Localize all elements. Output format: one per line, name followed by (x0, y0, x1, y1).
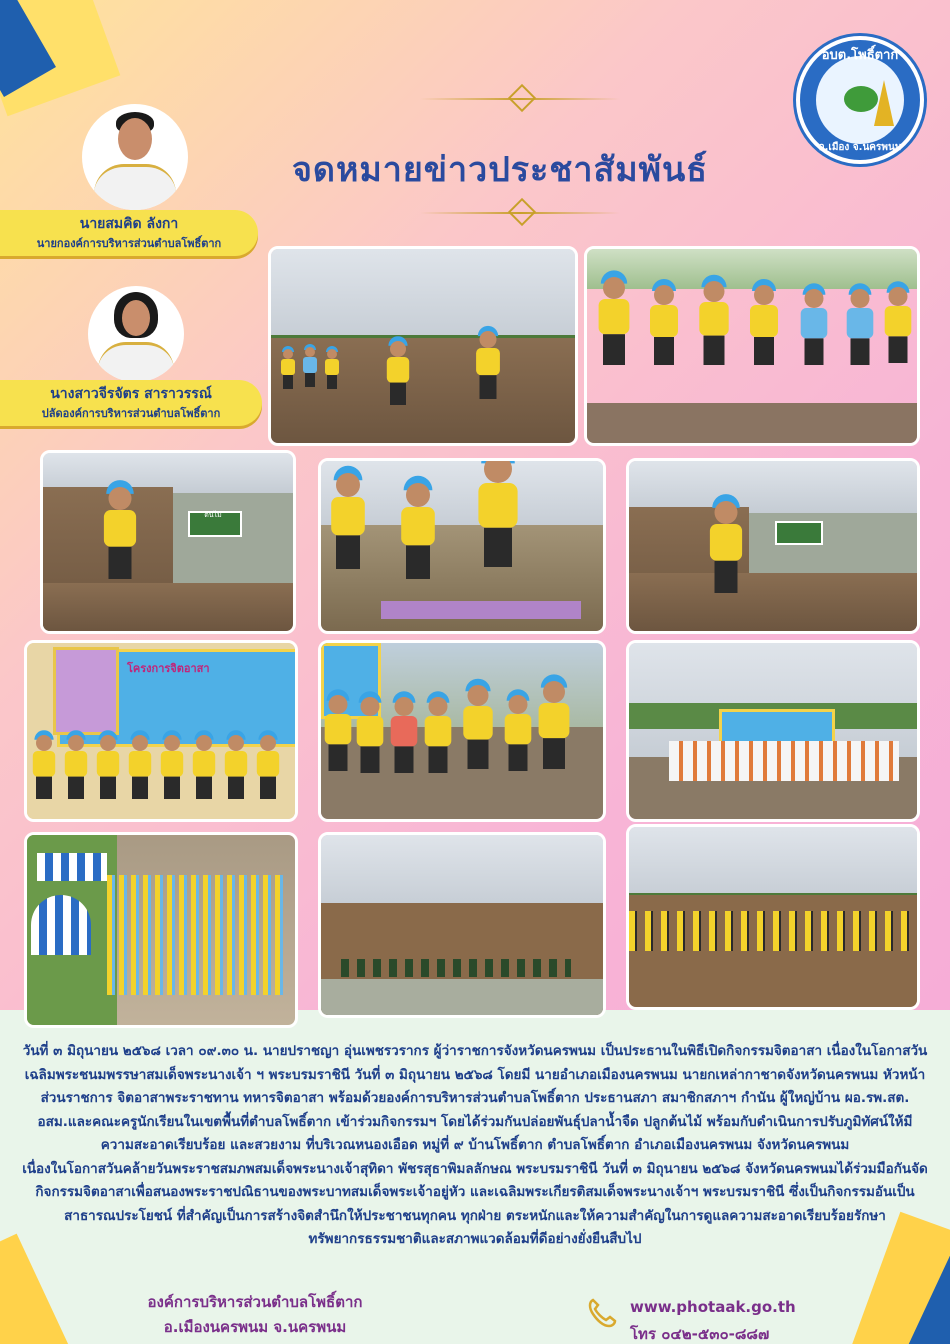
photo-volunteers-lineup (584, 246, 920, 446)
phone-icon (585, 1296, 619, 1330)
nametag-mayor (0, 210, 258, 256)
article-body (22, 1040, 928, 1252)
photo-aerial-crowd (24, 832, 298, 1028)
official-name: นายสมคิด ลังกา (79, 216, 179, 232)
footer-contact (630, 1294, 830, 1344)
crowd-group (669, 741, 899, 781)
sign-board (775, 521, 823, 545)
banner-text: โครงการจิตอาสา (127, 662, 210, 675)
photo-pond-releasing (318, 832, 606, 1018)
organization-logo (796, 36, 924, 164)
logo-bottom-text: อ.เมือง จ.นครพนม (818, 142, 902, 153)
temple-icon (874, 80, 894, 126)
footer-org-address: อ.เมืองนครพนม จ.นครพนม (163, 1318, 347, 1336)
ornament-divider (420, 206, 620, 220)
page-title: จดหมายข่าวประชาสัมพันธ์ (291, 150, 709, 190)
official-name: นางสาวจีรจัตร สาราวรรณ์ (50, 386, 212, 402)
ornament-divider (420, 92, 620, 106)
avatar-mayor (82, 104, 188, 210)
photo-ceremony-handover (268, 246, 578, 446)
logo-emblem (816, 56, 904, 144)
royal-portrait (53, 647, 119, 735)
logo-top-text: อบต.โพธิ์ตาก (821, 48, 899, 63)
sign-text: ต้นไม้ (204, 511, 222, 519)
phone-number: โทร ๐๔๒-๕๓๐-๘๘๗ (630, 1325, 770, 1343)
avatar-chief-administrator (88, 286, 184, 382)
article-paragraph: วันที่ ๓ มิถุนายน ๒๕๖๘ เวลา ๐๙.๓๐ น. นายปราชญา อุ่นเพชรวรากร ผู้ว่าราชการจังหวัดนครพนม เป็นประธานในพิธีเปิดกิจกรรมจิตอาสา เนื่องในโอกาสวันเฉลิมพระชนมพรรษาสมเด็จพระนางเจ้า ฯ พระบรมราชินี วันที่ ๓ มิถุนายน ๒๕๖๘ โดยมี นายอำเภอเมืองนครพนม นายกเหล่ากาชาดจังหวัดนครพนม หัวหน้าส่วนราชการ จิตอาสาพระราชทาน ทหารจิตอาสา พร้อมด้วยองค์การบริหารส่วนตำบลโพธิ์ตาก ประธานสภา สมาชิกสภาฯ กำนัน ผู้ใหญ่บ้าน ผอ.รพ.สต. อสม.และคณะครูนักเรียนในเขตพื้นที่ตำบลโพธิ์ตาก เข้าร่วมกิจกรรมฯ โดยได้ร่วมกันปล่อยพันธุ์ปลาน้ำจืด ปลูกต้นไม้ พร้อมกับดำเนินการปรับภูมิทัศน์ให้มีความสะอาดเรียบร้อย และสวยงาม ที่บริเวณหนองเอือด หมู่ที่ ๙ บ้านโพธิ์ตาก ตำบลโพธิ์ตาก อำเภอเมืองนครพนม จังหวัดนครพนม (22, 1043, 928, 1153)
crowd-group (107, 875, 287, 995)
photo-releasing-fish (318, 458, 606, 634)
official-position: ปลัดองค์การบริหารส่วนตำบลโพธิ์ตาก (41, 407, 221, 420)
nametag-chief-administrator (0, 380, 262, 426)
official-position: นายกองค์การบริหารส่วนตำบลโพธิ์ตาก (36, 237, 222, 250)
tree-icon (844, 86, 878, 112)
website-link[interactable]: www.photaak.go.th (630, 1298, 796, 1316)
footer-org-name: องค์การบริหารส่วนตำบลโพธิ์ตาก (147, 1293, 363, 1311)
photo-fish-bags-group (318, 640, 606, 822)
photo-pond-bank-crowd (626, 824, 920, 1010)
photo-group-banner-field (626, 640, 920, 822)
article-paragraph: เนื่องในโอกาสวันคล้ายวันพระราชสมภพสมเด็จพระนางเจ้าสุทิดา พัชรสุธาพิมลลักษณ พระบรมราชินี วันที่ ๓ มิถุนายน ๒๕๖๘ จังหวัดนครพนมได้ร่วมมือกันจัดกิจกรรมจิตอาสาเพื่อสนองพระราชปณิธานของพระบาทสมเด็จพระเจ้าอยู่หัว และเฉลิมพระเกียรติสมเด็จพระนางเจ้าฯ พระบรมราชินี ซึ่งเป็นกิจกรรมอันเป็นสาธารณประโยชน์ ที่สำคัญเป็นการสร้างจิตสำนึกให้ประชาชนทุกคน ทุกฝ่าย ตระหนักและให้ความสำคัญในการดูแลความสะอาดเรียบร้อยรักษาทรัพยากรธรรมชาติและสภาพแวดล้อมที่ดีอย่างยั่งยืนสืบไป (22, 1160, 928, 1247)
photo-planting-tree-2 (626, 458, 920, 634)
photo-banner-group (24, 640, 298, 822)
photo-planting-tree (40, 450, 296, 634)
crowd-group (629, 911, 920, 951)
footer-organization (110, 1290, 400, 1340)
